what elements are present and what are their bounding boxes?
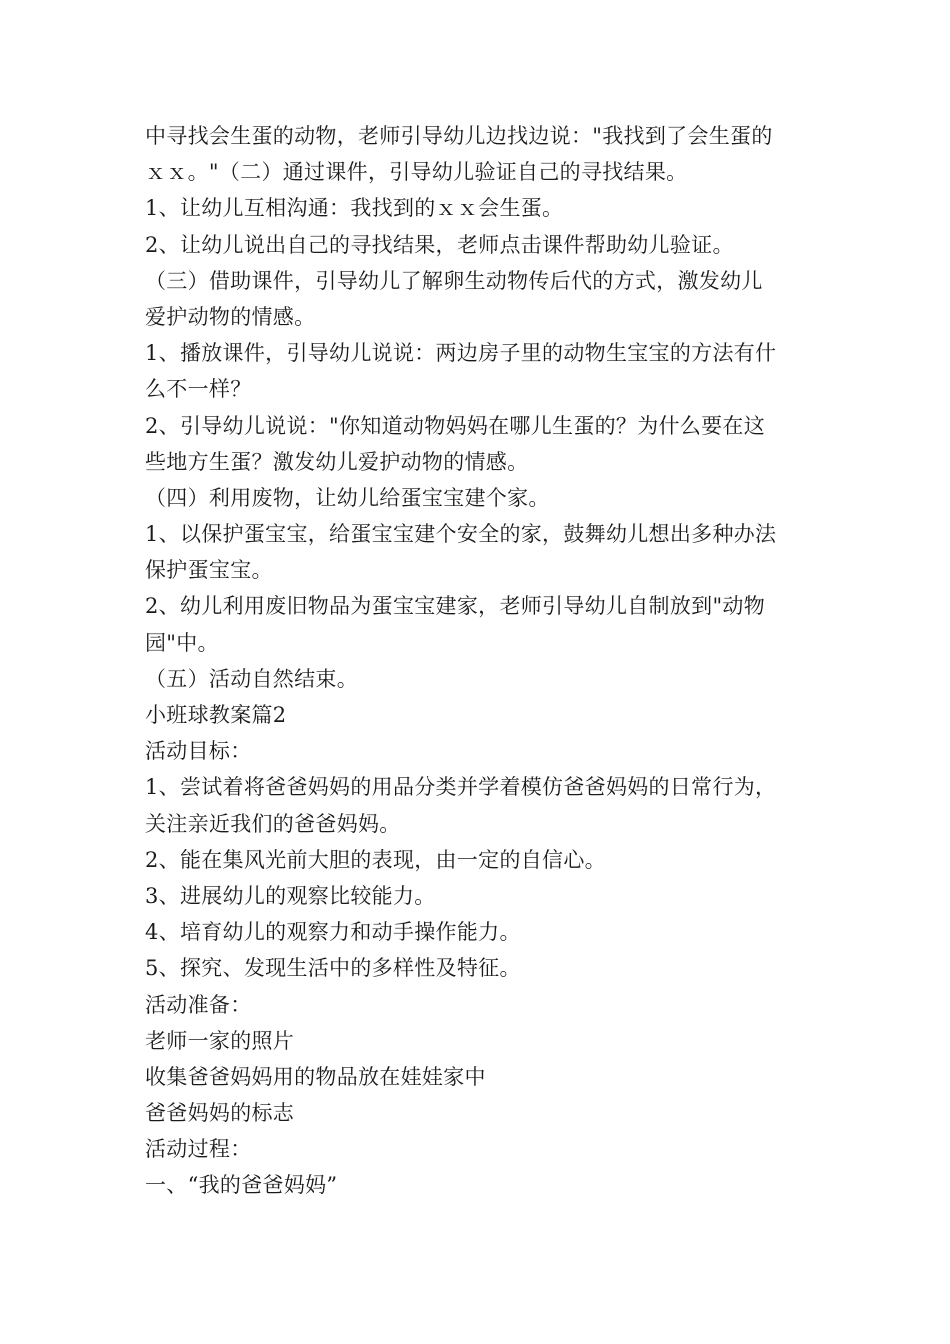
text-line: 2、能在集风光前大胆的表现，由一定的自信心。 (145, 847, 606, 872)
text-line: （三）借助课件，引导幼儿了解卵生动物传后代的方式，激发幼儿 (145, 268, 763, 293)
text-line: 2、引导幼儿说说："你知道动物妈妈在哪儿生蛋的？为什么要在这 (145, 413, 766, 438)
text-line: 中寻找会生蛋的动物，老师引导幼儿边找边说："我找到了会生蛋的 (145, 124, 773, 148)
document-body (145, 118, 825, 1204)
text-line: 1、让幼儿互相沟通：我找到的ｘｘ会生蛋。 (145, 196, 564, 221)
text-line: 1、播放课件，引导幼儿说说：两边房子里的动物生宝宝的方法有什 (145, 341, 777, 366)
text-line: ｘｘ。"（二）通过课件，引导幼儿验证自己的寻找结果。 (145, 160, 688, 185)
text-line: 爱护动物的情感。 (145, 304, 316, 329)
text-line: 5、探究、发现生活中的多样性及特征。 (145, 956, 521, 981)
text-line: 老师一家的照片 (145, 1028, 295, 1053)
text-line: （四）利用废物，让幼儿给蛋宝宝建个家。 (145, 485, 550, 510)
text-line: 活动准备： (145, 992, 252, 1017)
text-line: 1、尝试着将爸爸妈妈的用品分类并学着模仿爸爸妈妈的日常行为， (145, 775, 777, 800)
text-line: 收集爸爸妈妈用的物品放在娃娃家中 (145, 1064, 486, 1089)
text-line: 4、培育幼儿的观察力和动手操作能力。 (145, 920, 521, 945)
text-line: 一、“我的爸爸妈妈” (145, 1173, 338, 1198)
section-heading: 小班球教案篇2 (145, 703, 287, 727)
text-line: （五）活动自然结束。 (145, 666, 358, 691)
text-line: 些地方生蛋？激发幼儿爱护动物的情感。 (145, 449, 529, 474)
text-line: 关注亲近我们的爸爸妈妈。 (145, 811, 401, 836)
text-line: 保护蛋宝宝。 (145, 558, 273, 583)
text-line: 1、以保护蛋宝宝，给蛋宝宝建个安全的家，鼓舞幼儿想出多种办法 (145, 522, 777, 547)
text-line: 2、幼儿利用废旧物品为蛋宝宝建家，老师引导幼儿自制放到"动物 (145, 594, 766, 619)
text-line: 活动过程： (145, 1137, 252, 1162)
text-line: 3、进展幼儿的观察比较能力。 (145, 883, 436, 908)
text-line: 2、让幼儿说出自己的寻找结果，老师点击课件帮助幼儿验证。 (145, 232, 734, 257)
text-line: 么不一样？ (145, 377, 252, 402)
text-line: 爸爸妈妈的标志 (145, 1101, 295, 1126)
text-line: 园"中。 (145, 630, 219, 655)
text-line: 活动目标： (145, 739, 252, 764)
